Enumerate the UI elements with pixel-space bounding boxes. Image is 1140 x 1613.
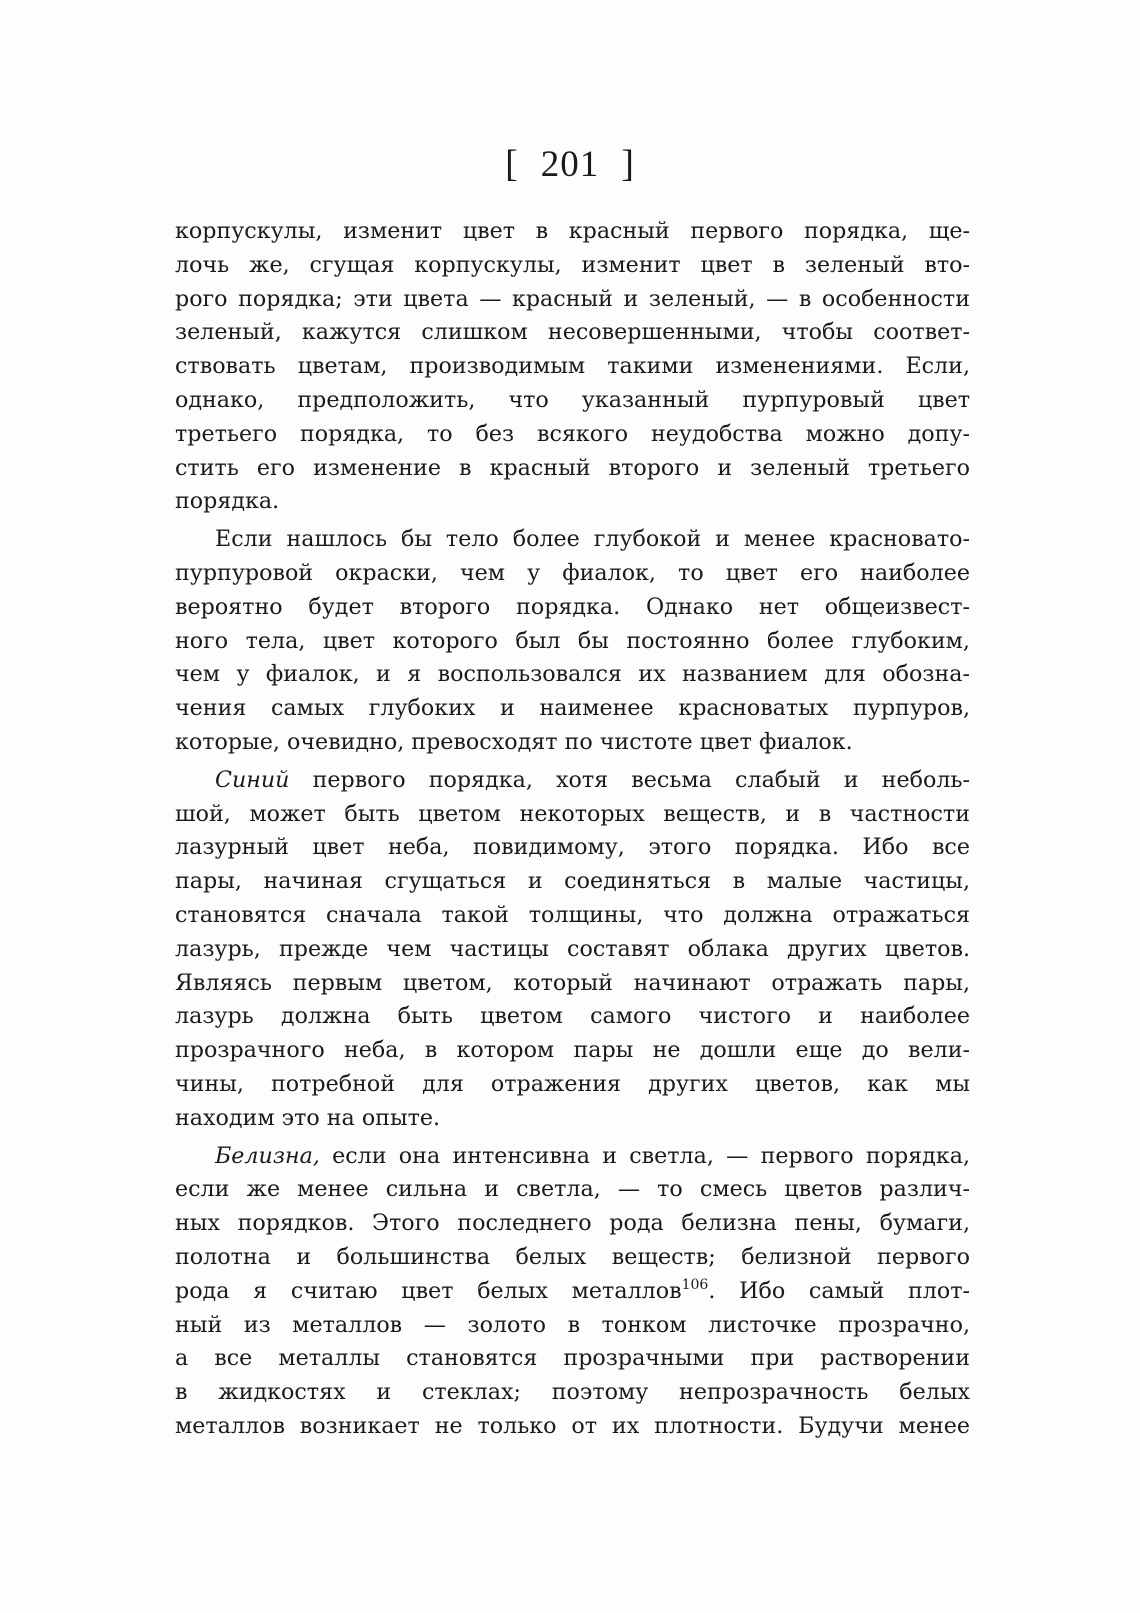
text-line: которые, очевидно, превосходят по чистоте цвет фиалок. <box>175 728 853 755</box>
text-line: шой, может быть цветом некоторых веществ, и в частности <box>175 800 970 827</box>
text-line: корпускулы, изменит цвет в красный первого порядка, ще- <box>175 218 970 244</box>
text-line: рого порядка; эти цвета — красный и зеленый, — в особенности <box>175 285 970 312</box>
paragraph-4 <box>175 1140 970 1444</box>
text-line <box>175 1140 970 1174</box>
text-line: металлов возникает не только от их плотности. Будучи менее <box>175 1412 970 1439</box>
paragraph-1 <box>175 215 970 519</box>
line-end: . Ибо самый плот- <box>708 1277 970 1304</box>
text-line: ного тела, цвет которого был бы постоянно более глубоким, <box>175 627 970 654</box>
text-line <box>175 764 970 798</box>
left-bracket: [ <box>505 143 519 185</box>
body-text <box>175 215 970 1444</box>
text-line: однако, предположить, что указанный пурпуровый цвет <box>175 386 970 413</box>
footnote-ref[interactable]: 106 <box>681 1276 709 1293</box>
text-line: полотна и большинства белых веществ; белизной первого <box>175 1243 970 1270</box>
page-number <box>0 142 1140 187</box>
text-line: чем у фиалок, и я воспользовался их названием для обозна- <box>175 661 970 688</box>
page-number-value: 201 <box>540 144 600 185</box>
text-line: ный из металлов — золото в тонком листочке прозрачно, <box>175 1311 970 1338</box>
text-line: пары, начиная сгущаться и соединяться в малые частицы, <box>175 868 970 895</box>
text-line: вероятно будет второго порядка. Однако нет общеизвест- <box>175 593 970 620</box>
text-line <box>175 1275 970 1309</box>
text-line: ных порядков. Этого последнего рода белизна пены, бумаги, <box>175 1210 970 1237</box>
italic-term: Белизна, <box>215 1142 320 1169</box>
text-line: лазурный цвет неба, повидимому, этого порядка. Ибо все <box>175 834 970 861</box>
text-line: третьего порядка, то без всякого неудобства можно допу- <box>175 420 970 447</box>
line-rest: первого порядка, хотя весьма слабый и неболь- <box>289 766 970 793</box>
text-line: зеленый, кажутся слишком несовершенными, чтобы соответ- <box>175 319 970 346</box>
text-line: прозрачного неба, в котором пары не дошли еще до вели- <box>175 1037 970 1064</box>
text-line: лазурь должна быть цветом самого чистого и наиболее <box>175 1003 970 1030</box>
text-line: ствовать цветам, производимым такими изменениями. Если, <box>175 353 970 380</box>
text-line: порядка. <box>175 488 280 515</box>
text-line: Являясь первым цветом, который начинают отражать пары, <box>175 969 970 996</box>
text-line: пурпуровой окраски, чем у фиалок, то цвет его наиболее <box>175 559 970 586</box>
text-line: Если нашлось бы тело более глубокой и менее красновато- <box>215 526 970 553</box>
text-line: а все металлы становятся прозрачными при растворении <box>175 1345 970 1372</box>
text-line: чения самых глубоких и наименее красноватых пурпуров, <box>175 695 970 722</box>
text-line: лазурь, прежде чем частицы составят облака других цветов. <box>175 935 970 962</box>
text-line: находим это на опыте. <box>175 1104 441 1131</box>
paragraph-2 <box>175 523 970 760</box>
text-line: в жидкостях и стеклах; поэтому непрозрачность белых <box>175 1379 970 1406</box>
text-line: стить его изменение в красный второго и зеленый третьего <box>175 454 970 481</box>
text-line: чины, потребной для отражения других цветов, как мы <box>175 1070 970 1097</box>
text-line: если же менее сильна и светла, — то смесь цветов различ- <box>175 1176 970 1203</box>
line-start: рода я считаю цвет белых металлов <box>175 1277 682 1304</box>
line-rest: если она интенсивна и светла, — первого порядка, <box>319 1142 970 1169</box>
italic-term: Синий <box>215 766 290 793</box>
text-line: лочь же, сгущая корпускулы, изменит цвет в зеленый вто- <box>175 251 970 278</box>
paragraph-3 <box>175 764 970 1136</box>
right-bracket: ] <box>621 143 635 185</box>
text-line: становятся сначала такой толщины, что должна отражаться <box>175 901 970 928</box>
